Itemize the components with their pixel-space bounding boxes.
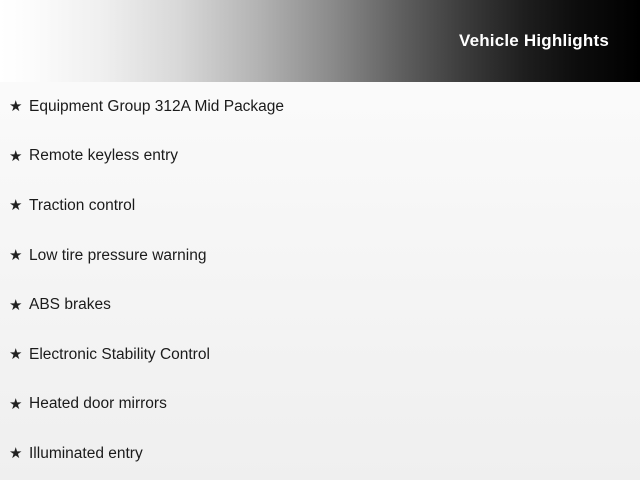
list-item-label: Illuminated entry	[29, 444, 143, 462]
star-icon: ★	[9, 395, 23, 413]
list-item-label: Heated door mirrors	[29, 395, 167, 413]
list-item	[0, 380, 640, 430]
star-icon: ★	[9, 197, 23, 215]
list-item-label: Electronic Stability Control	[29, 345, 210, 363]
list-item	[0, 429, 640, 479]
page-title: Vehicle Highlights	[458, 31, 609, 50]
list-item	[0, 280, 640, 330]
list-item-label: Traction control	[29, 196, 136, 214]
list-item	[0, 181, 640, 231]
list-item-label: Equipment Group 312A Mid Package	[29, 97, 285, 115]
star-icon: ★	[9, 346, 23, 364]
highlights-list	[0, 82, 640, 479]
page-header	[0, 0, 640, 82]
list-item	[0, 330, 640, 380]
list-item	[0, 82, 640, 132]
list-item-label: ABS brakes	[29, 296, 111, 314]
star-icon: ★	[9, 147, 23, 165]
star-icon: ★	[9, 247, 23, 265]
list-item	[0, 231, 640, 281]
list-item	[0, 132, 640, 182]
star-icon: ★	[9, 445, 23, 463]
star-icon: ★	[9, 98, 23, 116]
list-item-label: Remote keyless entry	[29, 147, 179, 165]
list-item-label: Low tire pressure warning	[29, 246, 207, 264]
star-icon: ★	[9, 296, 23, 314]
